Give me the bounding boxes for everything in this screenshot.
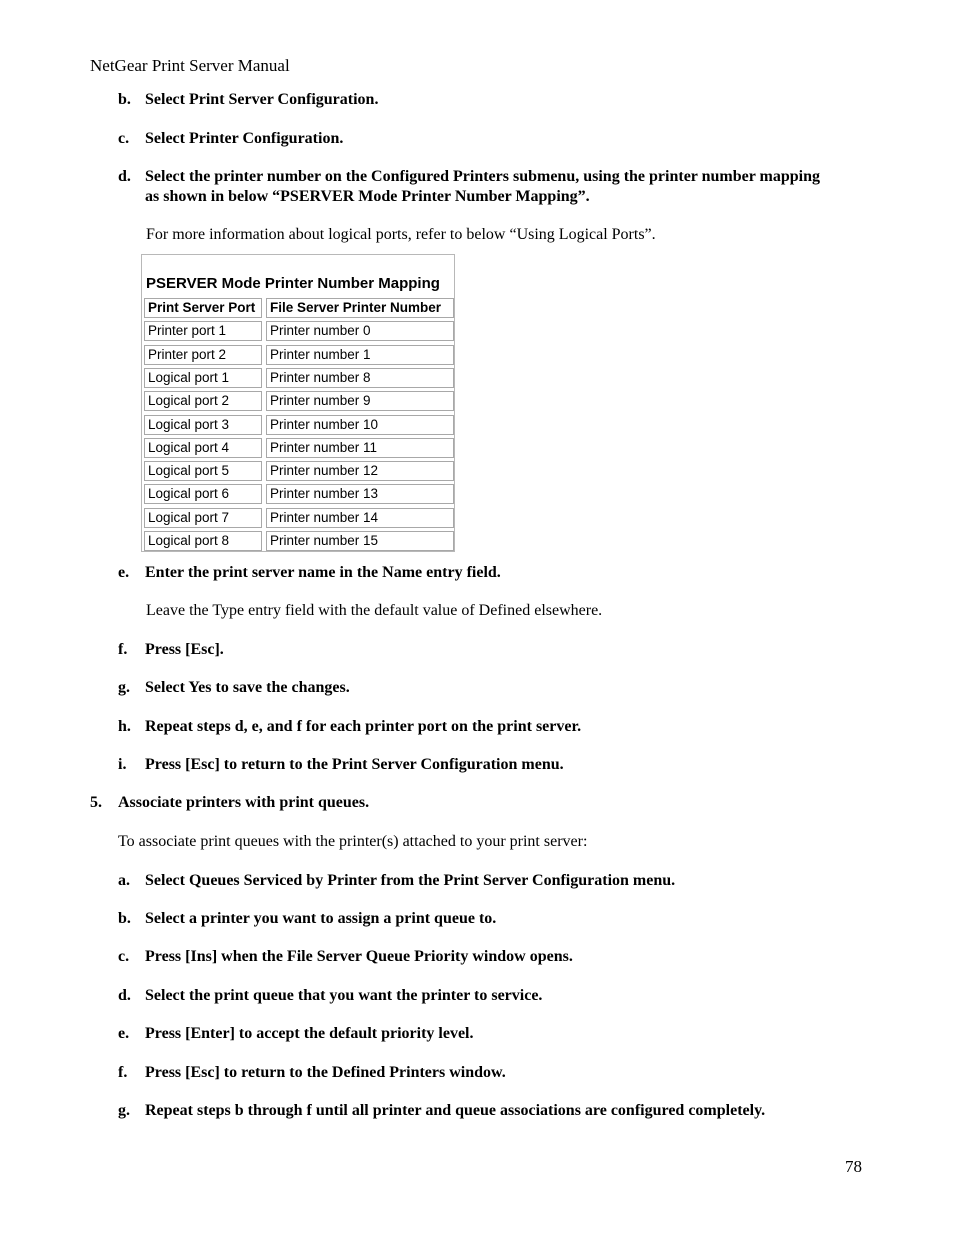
table-cell-port: Logical port 8 [144,531,262,551]
table-cell-port: Printer port 2 [144,345,262,365]
table-cell-printer-number: Printer number 12 [266,461,454,481]
step-item [118,871,825,891]
table-cell-printer-number: Printer number 0 [266,321,454,341]
step-item [118,1101,865,1121]
step-item [118,947,825,967]
step-text: Select Printer Configuration. [145,130,344,147]
table-cell-printer-number: Printer number 14 [266,508,454,528]
table-cell-printer-number: Printer number 10 [266,415,454,435]
section-heading [90,794,369,812]
note-paragraph: For more information about logical ports, refer to below “Using Logical Ports”. [146,226,656,243]
step-text: Enter the print server name in the Name entry field. [145,564,501,581]
section-title: Associate printers with print queues. [118,794,370,811]
step-item [118,1063,825,1083]
step-label: f. [118,1064,128,1081]
section-number: 5. [90,794,102,811]
table-cell-port: Printer port 1 [144,321,262,341]
table-cell-printer-number: Printer number 9 [266,391,454,411]
step-label: h. [118,718,131,735]
step-item [118,909,825,929]
table-header-cell: Print Server Port [144,298,262,318]
table-cell-printer-number: Printer number 13 [266,484,454,504]
printer-mapping-table [141,254,455,552]
step-label: e. [118,1025,130,1042]
step-label: b. [118,910,131,927]
step-text: Select the print queue that you want the printer to service. [145,987,543,1004]
step-label: g. [118,679,130,696]
step-text: Press [Esc]. [145,641,224,658]
step-label: g. [118,1102,130,1119]
step-item [118,90,825,110]
table-cell-printer-number: Printer number 11 [266,438,454,458]
step-item [118,1024,825,1044]
step-text: Press [Esc] to return to the Defined Printers window. [145,1064,506,1081]
table-cell-port: Logical port 3 [144,415,262,435]
step-label: c. [118,130,130,147]
step-text: Repeat steps d, e, and f for each printer port on the print server. [145,718,582,735]
step-text: Repeat steps b through f until all printer and queue associations are configured completely. [145,1102,766,1119]
step-item [118,717,825,737]
step-label: e. [118,564,130,581]
step-item [118,986,825,1006]
table-title: PSERVER Mode Printer Number Mapping [146,275,440,292]
page-header: NetGear Print Server Manual [90,56,290,75]
step-label: d. [118,987,131,1004]
step-text: Select the printer number on the Configured Printers submenu, using the printer number mapping as shown in below “PSERVER Mode Printer Number Mapping”. [145,168,821,205]
table-cell-port: Logical port 2 [144,391,262,411]
table-cell-printer-number: Printer number 8 [266,368,454,388]
step-text: Select Queues Serviced by Printer from the Print Server Configuration menu. [145,872,676,889]
table-cell-port: Logical port 4 [144,438,262,458]
step-label: a. [118,872,130,889]
step-item [118,755,825,775]
step-item [118,167,825,207]
table-cell-printer-number: Printer number 1 [266,345,454,365]
step-text: Select Yes to save the changes. [145,679,350,696]
table-header-cell: File Server Printer Number [266,298,454,318]
step-text: Press [Esc] to return to the Print Server Configuration menu. [145,756,564,773]
step-label: c. [118,948,130,965]
step-item [118,129,825,149]
table-cell-port: Logical port 5 [144,461,262,481]
step-label: i. [118,756,127,773]
step-text: Press [Ins] when the File Server Queue Priority window opens. [145,948,573,965]
section-intro: To associate print queues with the printer(s) attached to your print server: [118,833,588,850]
step-text: Select a printer you want to assign a print queue to. [145,910,497,927]
step-text: Press [Enter] to accept the default priority level. [145,1025,474,1042]
note-paragraph: Leave the Type entry field with the default value of Defined elsewhere. [146,602,603,619]
step-text: Select Print Server Configuration. [145,91,379,108]
table-cell-port: Logical port 7 [144,508,262,528]
table-cell-port: Logical port 6 [144,484,262,504]
step-label: b. [118,91,131,108]
table-cell-port: Logical port 1 [144,368,262,388]
step-item [118,678,825,698]
step-label: d. [118,168,131,185]
page-number: 78 [845,1157,862,1176]
step-label: f. [118,641,128,658]
table-cell-printer-number: Printer number 15 [266,531,454,551]
step-item [118,640,825,660]
step-item [118,563,825,583]
